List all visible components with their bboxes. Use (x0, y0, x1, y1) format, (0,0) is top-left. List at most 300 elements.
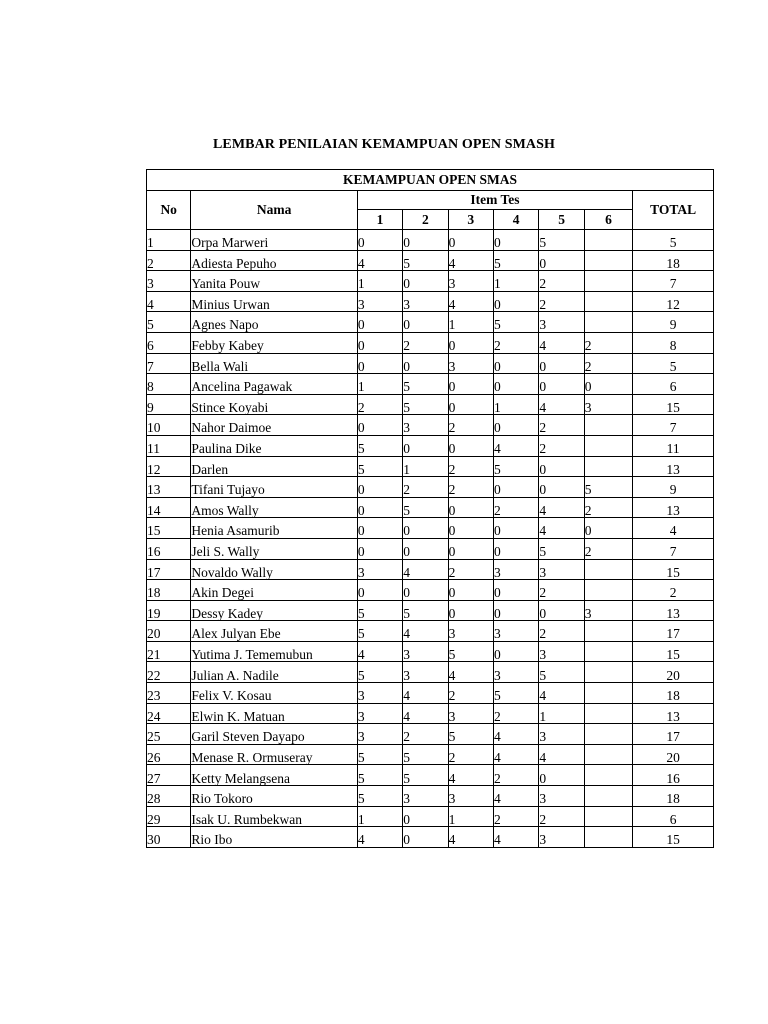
score-item-6 (584, 230, 632, 251)
score-item-3: 0 (448, 538, 493, 559)
table-row (147, 683, 714, 704)
score-item-5: 0 (539, 374, 584, 395)
score-item-1: 5 (357, 662, 402, 683)
score-item-2: 5 (403, 374, 448, 395)
score-item-6 (584, 827, 632, 848)
score-item-3: 3 (448, 353, 493, 374)
table-row (147, 394, 714, 415)
score-item-1: 4 (357, 827, 402, 848)
row-number: 28 (147, 786, 191, 807)
score-item-1: 5 (357, 600, 402, 621)
score-item-2: 5 (403, 250, 448, 271)
score-item-5: 2 (539, 806, 584, 827)
header-item-2: 2 (403, 210, 448, 230)
score-item-6 (584, 435, 632, 456)
score-item-2: 4 (403, 683, 448, 704)
score-item-5: 2 (539, 621, 584, 642)
participant-name: Adiesta Pepuho (191, 250, 357, 271)
table-row (147, 559, 714, 580)
row-total: 5 (633, 230, 714, 251)
table-row (147, 477, 714, 498)
score-item-1: 2 (357, 394, 402, 415)
row-number: 17 (147, 559, 191, 580)
row-total: 15 (633, 394, 714, 415)
table-row (147, 435, 714, 456)
row-number: 1 (147, 230, 191, 251)
row-number: 14 (147, 497, 191, 518)
score-item-6: 2 (584, 332, 632, 353)
row-total: 17 (633, 621, 714, 642)
row-total: 12 (633, 291, 714, 312)
score-item-4: 4 (493, 827, 538, 848)
score-item-2: 2 (403, 477, 448, 498)
score-item-5: 3 (539, 312, 584, 333)
table-row (147, 806, 714, 827)
row-total: 13 (633, 497, 714, 518)
score-item-4: 0 (493, 415, 538, 436)
score-item-4: 2 (493, 703, 538, 724)
score-item-5: 4 (539, 683, 584, 704)
score-item-3: 1 (448, 312, 493, 333)
score-item-4: 0 (493, 374, 538, 395)
score-item-4: 4 (493, 744, 538, 765)
score-item-4: 0 (493, 230, 538, 251)
score-item-5: 0 (539, 353, 584, 374)
score-item-1: 3 (357, 559, 402, 580)
score-item-5: 4 (539, 518, 584, 539)
score-item-3: 4 (448, 827, 493, 848)
row-total: 13 (633, 600, 714, 621)
participant-name: Elwin K. Matuan (191, 703, 357, 724)
header-item-1: 1 (357, 210, 402, 230)
group-header: KEMAMPUAN OPEN SMAS (147, 170, 714, 191)
score-item-2: 0 (403, 806, 448, 827)
row-total: 7 (633, 538, 714, 559)
score-item-2: 0 (403, 271, 448, 292)
score-item-5: 2 (539, 415, 584, 436)
participant-name: Henia Asamurib (191, 518, 357, 539)
score-item-3: 2 (448, 415, 493, 436)
participant-name: Bella Wali (191, 353, 357, 374)
score-item-1: 3 (357, 291, 402, 312)
participant-name: Menase R. Ormuseray (191, 744, 357, 765)
score-item-4: 3 (493, 559, 538, 580)
row-total: 15 (633, 559, 714, 580)
score-item-4: 2 (493, 765, 538, 786)
score-item-6: 3 (584, 394, 632, 415)
score-item-4: 3 (493, 662, 538, 683)
table-row (147, 250, 714, 271)
table-row (147, 291, 714, 312)
score-item-6: 0 (584, 518, 632, 539)
table-row (147, 230, 714, 251)
row-total: 18 (633, 683, 714, 704)
score-item-3: 0 (448, 332, 493, 353)
score-item-4: 2 (493, 332, 538, 353)
score-item-5: 0 (539, 477, 584, 498)
row-total: 2 (633, 580, 714, 601)
row-number: 15 (147, 518, 191, 539)
row-total: 5 (633, 353, 714, 374)
score-item-5: 3 (539, 827, 584, 848)
score-item-3: 0 (448, 497, 493, 518)
score-item-1: 0 (357, 538, 402, 559)
row-number: 8 (147, 374, 191, 395)
row-total: 15 (633, 827, 714, 848)
score-item-1: 0 (357, 580, 402, 601)
score-item-3: 0 (448, 230, 493, 251)
score-item-5: 5 (539, 230, 584, 251)
score-item-3: 2 (448, 477, 493, 498)
score-item-6: 5 (584, 477, 632, 498)
score-item-5: 5 (539, 662, 584, 683)
header-item-6: 6 (584, 210, 632, 230)
table-row (147, 271, 714, 292)
score-item-6 (584, 662, 632, 683)
row-number: 2 (147, 250, 191, 271)
row-total: 4 (633, 518, 714, 539)
row-total: 18 (633, 250, 714, 271)
score-item-5: 5 (539, 538, 584, 559)
row-number: 10 (147, 415, 191, 436)
score-item-6: 0 (584, 374, 632, 395)
row-number: 26 (147, 744, 191, 765)
score-item-4: 1 (493, 394, 538, 415)
participant-name: Garil Steven Dayapo (191, 724, 357, 745)
row-number: 9 (147, 394, 191, 415)
score-item-6 (584, 765, 632, 786)
row-total: 9 (633, 312, 714, 333)
score-item-4: 0 (493, 477, 538, 498)
score-item-5: 0 (539, 456, 584, 477)
score-table (146, 169, 714, 848)
participant-name: Nahor Daimoe (191, 415, 357, 436)
score-item-2: 5 (403, 765, 448, 786)
table-row (147, 353, 714, 374)
score-item-1: 5 (357, 621, 402, 642)
header-no: No (147, 191, 191, 230)
score-item-6 (584, 641, 632, 662)
score-item-2: 0 (403, 580, 448, 601)
table-header (147, 170, 714, 230)
score-item-3: 3 (448, 786, 493, 807)
score-item-6 (584, 291, 632, 312)
score-item-1: 0 (357, 497, 402, 518)
score-item-2: 5 (403, 497, 448, 518)
score-item-1: 3 (357, 703, 402, 724)
participant-name: Novaldo Wally (191, 559, 357, 580)
score-item-6 (584, 621, 632, 642)
score-item-6 (584, 312, 632, 333)
score-item-4: 4 (493, 786, 538, 807)
score-item-5: 4 (539, 332, 584, 353)
score-item-1: 5 (357, 744, 402, 765)
score-item-6 (584, 786, 632, 807)
table-row (147, 641, 714, 662)
table-row (147, 456, 714, 477)
score-item-1: 0 (357, 353, 402, 374)
score-item-6 (584, 744, 632, 765)
score-item-2: 2 (403, 724, 448, 745)
score-item-5: 4 (539, 744, 584, 765)
table-row (147, 374, 714, 395)
participant-name: Jeli S. Wally (191, 538, 357, 559)
table-row (147, 332, 714, 353)
score-item-1: 0 (357, 518, 402, 539)
table-row (147, 518, 714, 539)
participant-name: Yutima J. Tememubun (191, 641, 357, 662)
score-item-6 (584, 703, 632, 724)
score-item-2: 5 (403, 394, 448, 415)
row-total: 15 (633, 641, 714, 662)
header-item-5: 5 (539, 210, 584, 230)
score-item-5: 2 (539, 291, 584, 312)
participant-name: Tifani Tujayo (191, 477, 357, 498)
table-row (147, 703, 714, 724)
score-item-2: 2 (403, 332, 448, 353)
row-number: 24 (147, 703, 191, 724)
participant-name: Agnes Napo (191, 312, 357, 333)
row-total: 18 (633, 786, 714, 807)
score-item-3: 0 (448, 580, 493, 601)
participant-name: Ancelina Pagawak (191, 374, 357, 395)
score-item-3: 5 (448, 641, 493, 662)
score-item-1: 5 (357, 435, 402, 456)
score-item-2: 3 (403, 641, 448, 662)
row-number: 6 (147, 332, 191, 353)
score-item-4: 0 (493, 518, 538, 539)
score-item-6: 2 (584, 538, 632, 559)
table-row (147, 765, 714, 786)
participant-name: Felix V. Kosau (191, 683, 357, 704)
score-item-2: 0 (403, 538, 448, 559)
score-item-1: 3 (357, 683, 402, 704)
row-total: 9 (633, 477, 714, 498)
score-item-2: 5 (403, 600, 448, 621)
score-item-4: 4 (493, 724, 538, 745)
table-row (147, 621, 714, 642)
participant-name: Julian A. Nadile (191, 662, 357, 683)
score-item-4: 5 (493, 250, 538, 271)
score-item-3: 2 (448, 456, 493, 477)
participant-name: Minius Urwan (191, 291, 357, 312)
score-item-2: 3 (403, 415, 448, 436)
score-item-6 (584, 271, 632, 292)
score-item-1: 0 (357, 332, 402, 353)
row-number: 23 (147, 683, 191, 704)
score-item-1: 3 (357, 724, 402, 745)
row-total: 11 (633, 435, 714, 456)
score-item-4: 3 (493, 621, 538, 642)
score-item-3: 4 (448, 765, 493, 786)
score-item-4: 1 (493, 271, 538, 292)
score-item-5: 2 (539, 271, 584, 292)
score-item-5: 3 (539, 559, 584, 580)
participant-name: Akin Degei (191, 580, 357, 601)
row-number: 7 (147, 353, 191, 374)
table-row (147, 312, 714, 333)
row-number: 27 (147, 765, 191, 786)
table-row (147, 415, 714, 436)
score-item-1: 0 (357, 477, 402, 498)
score-item-2: 0 (403, 230, 448, 251)
score-item-6 (584, 415, 632, 436)
score-item-4: 0 (493, 291, 538, 312)
row-total: 7 (633, 271, 714, 292)
row-number: 25 (147, 724, 191, 745)
row-total: 6 (633, 806, 714, 827)
score-item-5: 3 (539, 641, 584, 662)
score-item-3: 0 (448, 435, 493, 456)
score-item-3: 0 (448, 518, 493, 539)
score-item-2: 4 (403, 559, 448, 580)
participant-name: Yanita Pouw (191, 271, 357, 292)
score-item-1: 1 (357, 806, 402, 827)
participant-name: Febby Kabey (191, 332, 357, 353)
score-item-1: 5 (357, 765, 402, 786)
table-row (147, 662, 714, 683)
participant-name: Orpa Marweri (191, 230, 357, 251)
score-item-6: 3 (584, 600, 632, 621)
participant-name: Dessy Kadey (191, 600, 357, 621)
score-item-3: 2 (448, 559, 493, 580)
row-number: 12 (147, 456, 191, 477)
row-number: 18 (147, 580, 191, 601)
table-row (147, 786, 714, 807)
row-number: 30 (147, 827, 191, 848)
score-item-1: 4 (357, 250, 402, 271)
score-item-4: 5 (493, 312, 538, 333)
score-item-4: 0 (493, 353, 538, 374)
score-item-1: 1 (357, 374, 402, 395)
row-total: 20 (633, 662, 714, 683)
header-item-tes: Item Tes (357, 191, 632, 210)
header-item-3: 3 (448, 210, 493, 230)
score-item-4: 2 (493, 497, 538, 518)
score-item-5: 2 (539, 435, 584, 456)
row-number: 16 (147, 538, 191, 559)
row-number: 13 (147, 477, 191, 498)
score-item-6 (584, 456, 632, 477)
row-total: 13 (633, 703, 714, 724)
score-item-3: 0 (448, 374, 493, 395)
score-item-6: 2 (584, 353, 632, 374)
score-item-4: 0 (493, 600, 538, 621)
score-item-3: 1 (448, 806, 493, 827)
score-item-3: 0 (448, 600, 493, 621)
score-item-3: 2 (448, 683, 493, 704)
table-body (147, 230, 714, 848)
participant-name: Stince Koyabi (191, 394, 357, 415)
row-total: 16 (633, 765, 714, 786)
score-item-5: 0 (539, 250, 584, 271)
score-item-2: 1 (403, 456, 448, 477)
score-item-2: 0 (403, 518, 448, 539)
participant-name: Alex Julyan Ebe (191, 621, 357, 642)
score-item-2: 0 (403, 312, 448, 333)
score-item-5: 3 (539, 786, 584, 807)
score-item-3: 4 (448, 662, 493, 683)
score-item-4: 5 (493, 456, 538, 477)
participant-name: Rio Ibo (191, 827, 357, 848)
participant-name: Ketty Melangsena (191, 765, 357, 786)
score-item-3: 4 (448, 291, 493, 312)
score-item-1: 0 (357, 312, 402, 333)
row-number: 3 (147, 271, 191, 292)
score-item-5: 4 (539, 497, 584, 518)
participant-name: Rio Tokoro (191, 786, 357, 807)
score-item-6: 2 (584, 497, 632, 518)
table-row (147, 497, 714, 518)
row-number: 5 (147, 312, 191, 333)
header-total: TOTAL (633, 191, 714, 230)
score-item-6 (584, 683, 632, 704)
score-item-2: 4 (403, 621, 448, 642)
score-item-1: 0 (357, 415, 402, 436)
document-title: LEMBAR PENILAIAN KEMAMPUAN OPEN SMASH (212, 137, 556, 152)
score-item-1: 0 (357, 230, 402, 251)
score-item-3: 2 (448, 744, 493, 765)
score-item-2: 5 (403, 744, 448, 765)
score-item-1: 5 (357, 786, 402, 807)
score-item-2: 3 (403, 291, 448, 312)
score-item-3: 3 (448, 271, 493, 292)
score-item-4: 4 (493, 435, 538, 456)
score-item-2: 3 (403, 786, 448, 807)
score-item-3: 5 (448, 724, 493, 745)
score-item-4: 0 (493, 641, 538, 662)
score-item-5: 0 (539, 600, 584, 621)
row-number: 22 (147, 662, 191, 683)
score-item-4: 0 (493, 538, 538, 559)
participant-name: Darlen (191, 456, 357, 477)
score-item-3: 0 (448, 394, 493, 415)
table-row (147, 724, 714, 745)
score-item-2: 0 (403, 435, 448, 456)
row-number: 4 (147, 291, 191, 312)
row-number: 19 (147, 600, 191, 621)
score-item-6 (584, 559, 632, 580)
row-number: 11 (147, 435, 191, 456)
score-item-3: 3 (448, 621, 493, 642)
row-total: 6 (633, 374, 714, 395)
table-row (147, 580, 714, 601)
score-item-2: 0 (403, 353, 448, 374)
row-number: 20 (147, 621, 191, 642)
score-item-4: 0 (493, 580, 538, 601)
participant-name: Paulina Dike (191, 435, 357, 456)
score-item-3: 3 (448, 703, 493, 724)
score-item-5: 4 (539, 394, 584, 415)
score-item-5: 0 (539, 765, 584, 786)
table-row (147, 827, 714, 848)
row-number: 21 (147, 641, 191, 662)
score-item-4: 2 (493, 806, 538, 827)
row-total: 7 (633, 415, 714, 436)
row-total: 8 (633, 332, 714, 353)
row-number: 29 (147, 806, 191, 827)
table-row (147, 744, 714, 765)
score-item-6 (584, 806, 632, 827)
row-total: 13 (633, 456, 714, 477)
row-total: 20 (633, 744, 714, 765)
score-item-6 (584, 580, 632, 601)
score-item-6 (584, 250, 632, 271)
header-item-4: 4 (493, 210, 538, 230)
score-item-5: 1 (539, 703, 584, 724)
participant-name: Amos Wally (191, 497, 357, 518)
score-item-4: 5 (493, 683, 538, 704)
